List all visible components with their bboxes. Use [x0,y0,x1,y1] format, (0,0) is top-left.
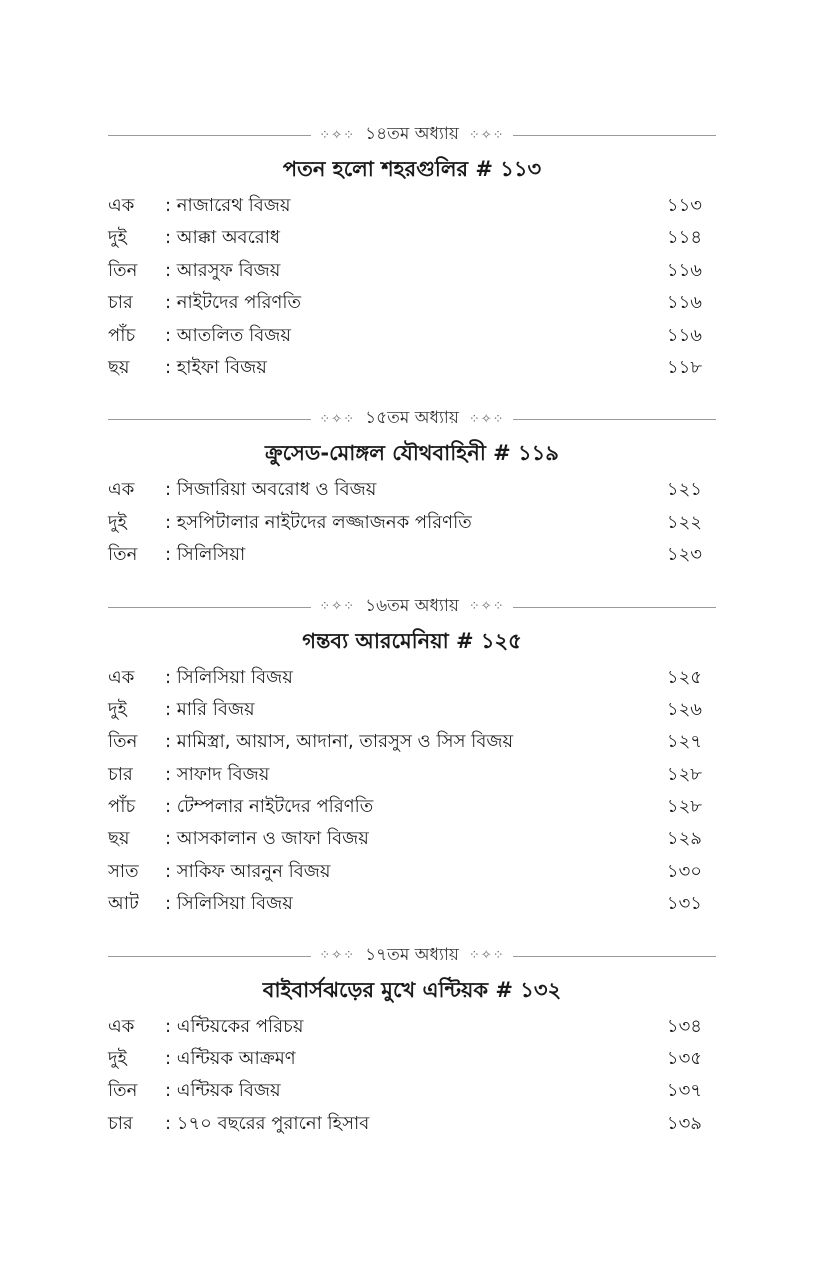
ornament-left-icon: ⁘✧⁘ [319,948,356,964]
entry-title: : সিলিসিয়া [165,544,246,566]
toc-entry[interactable] [108,694,716,726]
entry-title: : সাকিফ আরনুন বিজয় [165,860,331,882]
entry-title: : আতলিত বিজয় [165,324,291,346]
entry-title: : আরসুফ বিজয় [165,259,281,281]
chapter-17 [108,939,716,1141]
chapter-divider [108,402,716,436]
entry-page: ১২৮ [666,763,702,785]
entry-number: চার [108,1112,133,1134]
entry-page: ১২৯ [666,828,702,850]
entry-title: : হাইফা বিজয় [165,356,267,378]
toc-list [108,190,716,384]
entry-page: ১৩৭ [666,1080,702,1102]
toc-entry[interactable] [108,1108,716,1140]
ornament-right-icon: ⁘✧⁘ [468,948,505,964]
toc-entry[interactable] [108,1075,716,1107]
entry-number: ছয় [108,828,130,850]
chapter-label: ১৫তম অধ্যায় [365,408,459,429]
entry-number: এক [108,666,135,688]
entry-number: তিন [108,259,138,281]
entry-page: ১২১ [666,479,702,501]
entry-page: ১১৬ [666,259,702,281]
table-of-contents [108,118,716,1140]
entry-title: : ১৭০ বছরের পুরানো হিসাব [165,1112,370,1134]
entry-number: আট [108,893,139,915]
ornament-right-icon: ⁘✧⁘ [468,411,505,427]
ornament-left-icon: ⁘✧⁘ [319,411,356,427]
chapter-label: ১৬তম অধ্যায় [365,595,459,616]
entry-number: পাঁচ [108,324,136,346]
chapter-divider [108,590,716,624]
toc-entry[interactable] [108,222,716,254]
toc-entry[interactable] [108,352,716,384]
entry-number: এক [108,479,135,501]
entry-page: ১৩০ [666,860,702,882]
entry-number: দুই [108,698,127,720]
chapter-spacer [108,572,716,590]
divider-center [311,942,512,970]
toc-entry[interactable] [108,190,716,222]
entry-number: সাত [108,860,139,882]
chapter-title: পতন হলো শহরগুলির # ১১৩ [282,157,542,181]
entry-number: দুই [108,1048,127,1070]
entry-page: ১১৬ [666,292,702,314]
chapter-spacer [108,921,716,939]
entry-number: এক [108,195,135,216]
entry-page: ১২৮ [666,796,702,818]
entry-title: : হসপিটালার নাইটদের লজ্জাজনক পরিণতি [165,511,472,533]
entry-page: ১২৫ [666,666,702,688]
entry-title: : এন্টিয়ক আক্রমণ [165,1048,296,1070]
entry-number: তিন [108,731,138,753]
toc-entry[interactable] [108,474,716,506]
entry-title: : আসকালান ও জাফা বিজয় [165,828,369,850]
chapter-title: ক্রুসেড-মোঙ্গল যৌথবাহিনী # ১১৯ [265,441,559,466]
chapter-15 [108,402,716,589]
entry-number: তিন [108,544,138,566]
entry-page: ১২২ [666,511,702,533]
toc-entry[interactable] [108,823,716,855]
entry-page: ১১৮ [666,356,702,378]
toc-list [108,1011,716,1141]
entry-number: চার [108,763,133,785]
toc-entry[interactable] [108,1043,716,1075]
entry-number: ছয় [108,356,130,378]
entry-page: ১২৬ [666,698,702,720]
chapter-label: ১৭তম অধ্যায় [365,944,459,965]
ornament-right-icon: ⁘✧⁘ [468,599,505,615]
entry-title: : মামিস্ত্রা, আয়াস, আদানা, তারসুস ও সিস বিজয় [165,731,514,753]
chapter-label: ১৪তম অধ্যায় [365,124,459,144]
chapter-divider [108,118,716,152]
entry-title: : সিলিসিয়া বিজয় [165,893,293,915]
entry-title: : মারি বিজয় [165,698,255,720]
entry-page: ১৩৯ [666,1112,702,1134]
toc-entry[interactable] [108,539,716,571]
entry-title: : নাইটদের পরিণতি [165,292,302,314]
entry-title: : নাজারেথ বিজয় [165,195,291,216]
divider-center [311,593,512,621]
entry-title: : টেম্পলার নাইটদের পরিণতি [165,796,374,818]
entry-page: ১৩৫ [666,1048,702,1070]
toc-entry[interactable] [108,791,716,823]
chapter-spacer [108,384,716,402]
entry-page: ১২৩ [666,544,702,566]
toc-entry[interactable] [108,726,716,758]
ornament-right-icon: ⁘✧⁘ [468,127,505,143]
toc-entry[interactable] [108,759,716,791]
toc-entry[interactable] [108,662,716,694]
chapter-title: বাইবার্সঝড়ের মুখে এন্টিয়ক # ১৩২ [262,977,562,1002]
ornament-left-icon: ⁘✧⁘ [319,599,356,615]
toc-list [108,474,716,571]
toc-entry[interactable] [108,507,716,539]
entry-page: ১২৭ [666,731,702,753]
chapter-title: গন্তব্য আরমেনিয়া # ১২৫ [302,628,522,653]
entry-number: এক [108,1015,135,1037]
entry-page: ১৩১ [666,893,702,915]
toc-entry[interactable] [108,856,716,888]
entry-page: ১৩৪ [666,1015,702,1037]
toc-entry[interactable] [108,255,716,287]
divider-center [311,121,512,149]
chapter-divider [108,939,716,973]
entry-title: : সাফাদ বিজয় [165,763,270,785]
toc-list [108,662,716,921]
entry-page: ১১৪ [666,227,702,249]
toc-entry[interactable] [108,888,716,920]
entry-number: চার [108,292,133,314]
entry-title: : সিজারিয়া অবরোধ ও বিজয় [165,479,377,501]
entry-page: ১১৩ [666,195,702,216]
entry-number: তিন [108,1080,138,1102]
entry-title: : আক্কা অবরোধ [165,227,281,249]
entry-title: : এন্টিয়ক বিজয় [165,1080,281,1102]
toc-entry[interactable] [108,287,716,319]
chapter-14 [108,118,716,402]
entry-page: ১১৬ [666,324,702,346]
divider-center [311,405,512,433]
entry-number: দুই [108,227,127,249]
chapter-16 [108,590,716,939]
ornament-left-icon: ⁘✧⁘ [319,127,356,143]
entry-title: : এন্টিয়কের পরিচয় [165,1015,304,1037]
toc-entry[interactable] [108,320,716,352]
entry-number: পাঁচ [108,796,136,818]
entry-title: : সিলিসিয়া বিজয় [165,666,293,688]
entry-number: দুই [108,511,127,533]
toc-entry[interactable] [108,1011,716,1043]
